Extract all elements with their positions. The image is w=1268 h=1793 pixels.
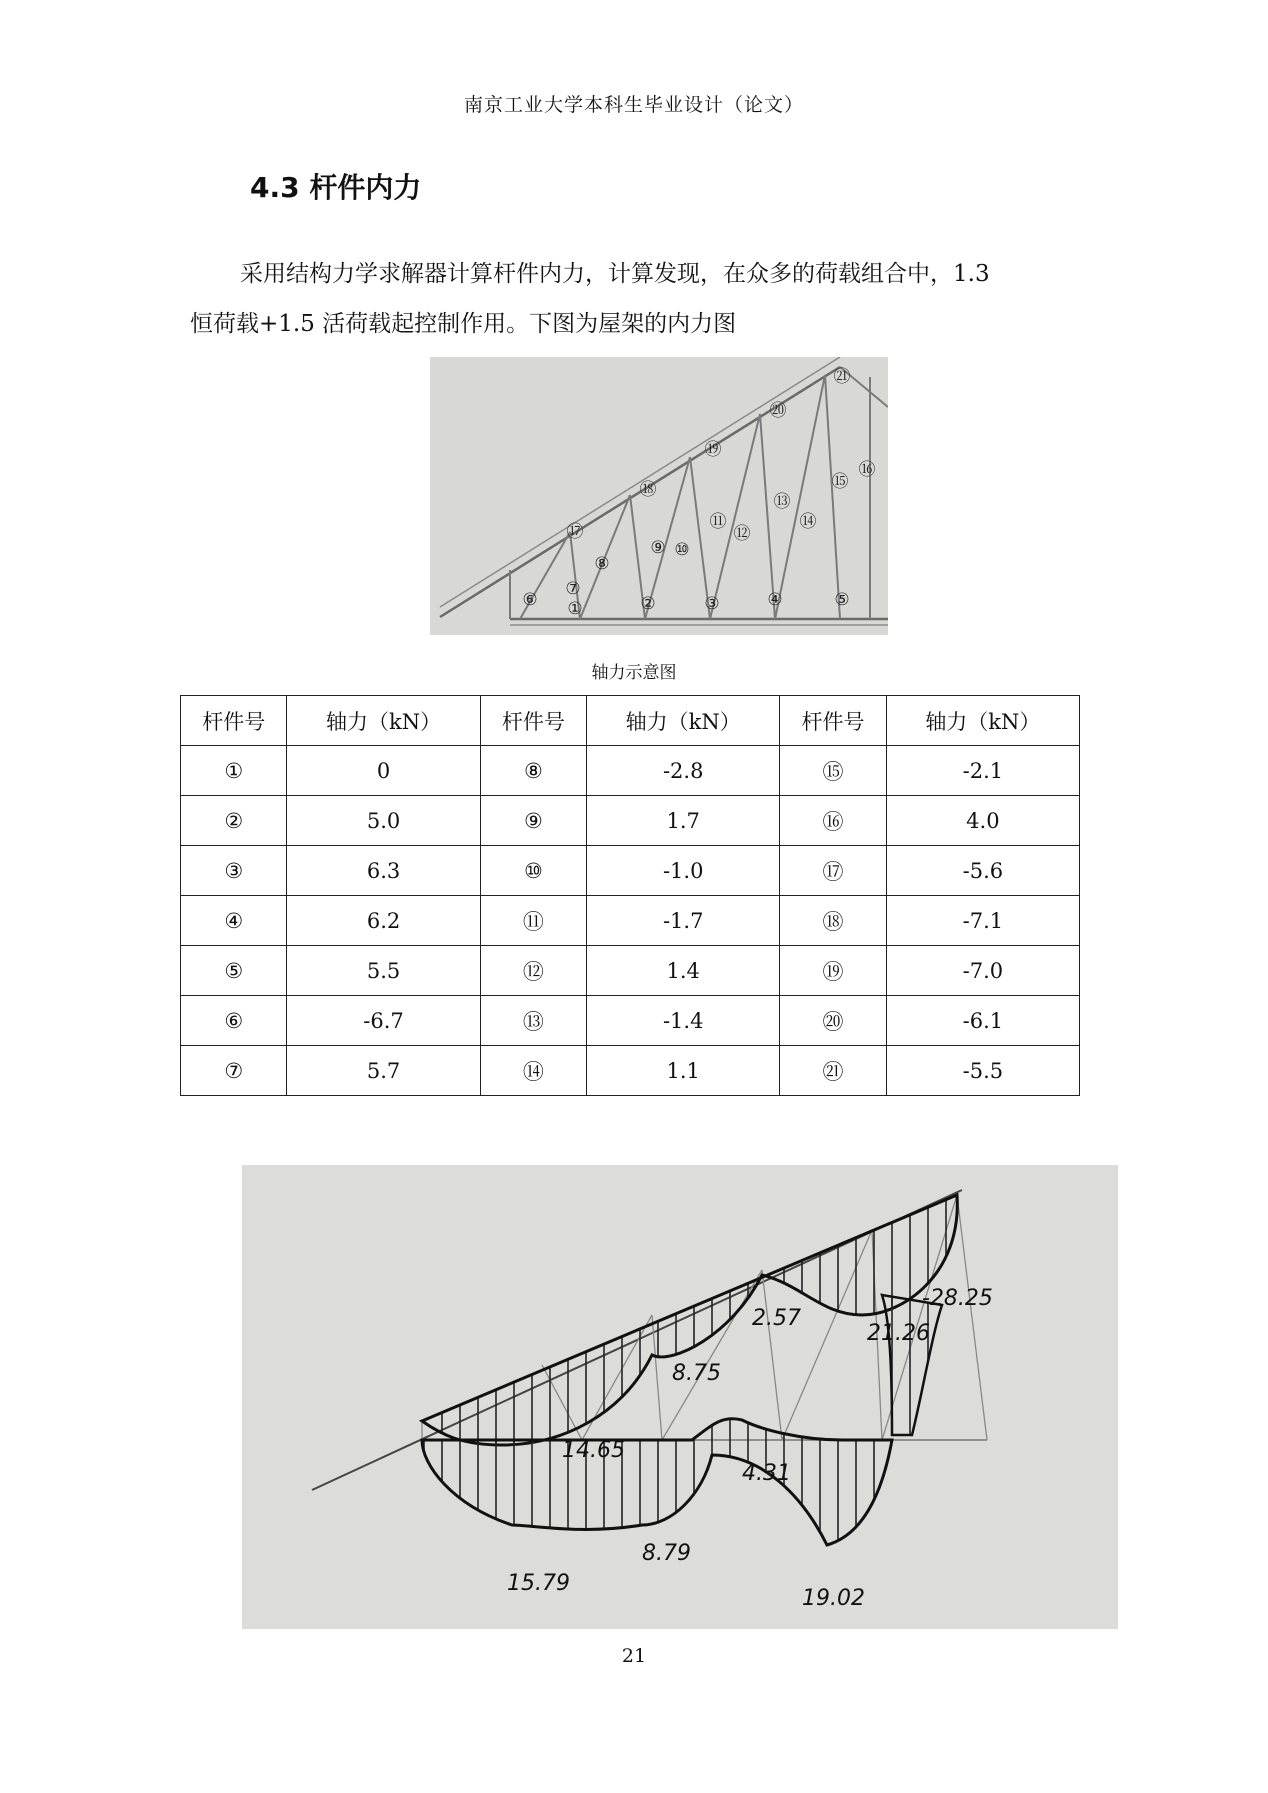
table-cell: ② — [181, 796, 287, 846]
table-cell: -1.0 — [587, 846, 780, 896]
table-cell: ⑩ — [480, 846, 586, 896]
table-cell: -7.0 — [886, 946, 1079, 996]
force-label-b: 2.57 — [752, 1306, 801, 1331]
table-cell: ⑧ — [480, 746, 586, 796]
table-cell: 6.3 — [287, 846, 480, 896]
table-cell: ① — [181, 746, 287, 796]
table-cell: ⑥ — [181, 996, 287, 1046]
page-number: 21 — [621, 1645, 647, 1667]
member-label-21: ㉑ — [833, 367, 851, 387]
table-header-cell: 杆件号 — [480, 696, 586, 746]
table-cell: ㉑ — [780, 1046, 886, 1096]
table-cell: -1.7 — [587, 896, 780, 946]
internal-force-diagram-photo — [242, 1165, 1118, 1629]
member-label-12: ⑫ — [733, 524, 751, 544]
table-row — [181, 996, 1080, 1046]
paragraph-line-1: 采用结构力学求解器计算杆件内力，计算发现，在众多的荷载组合中，1.3 — [240, 261, 990, 287]
table-cell: -6.1 — [886, 996, 1079, 1046]
table-cell: ⑰ — [780, 846, 886, 896]
member-label-5: ⑤ — [834, 590, 850, 610]
member-label-6: ⑥ — [522, 590, 538, 610]
table-row — [181, 896, 1080, 946]
table-row — [181, 796, 1080, 846]
table-cell: 0 — [287, 746, 480, 796]
member-label-15: ⑮ — [831, 472, 849, 492]
member-label-20: ⑳ — [769, 401, 787, 421]
body-paragraph-line-2: 恒荷载+1.5 活荷载起控制作用。下图为屋架的内力图 — [190, 311, 737, 337]
member-label-18: ⑱ — [639, 480, 657, 500]
table-header-cell: 轴力（kN） — [287, 696, 480, 746]
table-cell: 5.7 — [287, 1046, 480, 1096]
force-label-f: 4.31 — [742, 1461, 791, 1486]
table-cell: -5.5 — [886, 1046, 1079, 1096]
table-cell: -1.4 — [587, 996, 780, 1046]
member-label-1: ① — [567, 599, 583, 619]
member-label-19: ⑲ — [704, 440, 722, 460]
force-label-e: 14.65 — [562, 1438, 625, 1463]
section-title: 4.3 杆件内力 — [250, 171, 422, 204]
figure-caption: 轴力示意图 — [591, 663, 677, 683]
table-header-row — [181, 696, 1080, 746]
table-cell: ⑬ — [480, 996, 586, 1046]
truss-member-sketch — [430, 357, 888, 635]
truss-member-photo — [430, 357, 888, 635]
table-cell: ⑭ — [480, 1046, 586, 1096]
table-cell: 5.0 — [287, 796, 480, 846]
table-cell: ⑳ — [780, 996, 886, 1046]
force-label-a: -28.25 — [922, 1286, 993, 1311]
table-cell: ⑤ — [181, 946, 287, 996]
body-paragraph — [190, 253, 1075, 296]
table-cell: ⑦ — [181, 1046, 287, 1096]
table-row — [181, 846, 1080, 896]
member-label-11: ⑪ — [709, 512, 727, 532]
table-row — [181, 1046, 1080, 1096]
table-cell: ⑪ — [480, 896, 586, 946]
member-label-8: ⑧ — [594, 554, 610, 574]
table-cell: 4.0 — [886, 796, 1079, 846]
table-cell: ③ — [181, 846, 287, 896]
table-header-cell: 轴力（kN） — [587, 696, 780, 746]
table-cell: 1.4 — [587, 946, 780, 996]
force-label-i: 19.02 — [802, 1586, 865, 1611]
table-cell: 1.7 — [587, 796, 780, 846]
page-header: 南京工业大学本科生毕业设计（论文） — [463, 94, 804, 116]
table-cell: 6.2 — [287, 896, 480, 946]
member-label-3: ③ — [704, 594, 720, 614]
table-cell: -7.1 — [886, 896, 1079, 946]
table-cell: ⑫ — [480, 946, 586, 996]
internal-force-diagram — [242, 1165, 1118, 1629]
table-header-cell: 轴力（kN） — [886, 696, 1079, 746]
table-cell: -2.1 — [886, 746, 1079, 796]
member-label-13: ⑬ — [773, 492, 791, 512]
table-cell: ⑲ — [780, 946, 886, 996]
table-row — [181, 746, 1080, 796]
member-label-14: ⑭ — [799, 512, 817, 532]
member-label-10: ⑩ — [674, 540, 690, 560]
force-label-d: 8.75 — [672, 1361, 721, 1386]
member-label-2: ② — [640, 594, 656, 614]
table-cell: 5.5 — [287, 946, 480, 996]
table-header-cell: 杆件号 — [181, 696, 287, 746]
table-cell: ⑨ — [480, 796, 586, 846]
table-cell: ⑮ — [780, 746, 886, 796]
table-cell: -5.6 — [886, 846, 1079, 896]
table-row — [181, 946, 1080, 996]
table-cell: -6.7 — [287, 996, 480, 1046]
member-label-4: ④ — [767, 590, 783, 610]
table-cell: ④ — [181, 896, 287, 946]
force-label-g: 8.79 — [642, 1541, 691, 1566]
member-label-16: ⑯ — [858, 460, 876, 480]
table-cell: ⑯ — [780, 796, 886, 846]
force-label-h: 15.79 — [507, 1571, 570, 1596]
member-label-7: ⑦ — [565, 579, 581, 599]
member-label-17: ⑰ — [566, 522, 584, 542]
table-header-cell: 杆件号 — [780, 696, 886, 746]
member-force-table — [180, 695, 1080, 1096]
table-cell: -2.8 — [587, 746, 780, 796]
table-cell: ⑱ — [780, 896, 886, 946]
force-label-c: 21.26 — [867, 1321, 930, 1346]
member-label-9: ⑨ — [650, 538, 666, 558]
table-cell: 1.1 — [587, 1046, 780, 1096]
